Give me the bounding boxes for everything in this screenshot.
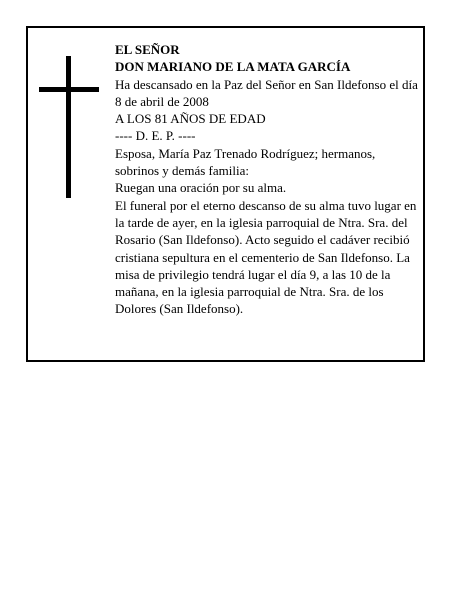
cross-horizontal-bar bbox=[39, 87, 99, 92]
cross-vertical-bar bbox=[66, 56, 71, 198]
rip-line: ---- D. E. P. ---- bbox=[115, 128, 196, 144]
obituary-notice bbox=[26, 26, 425, 362]
honorific-title: EL SEÑOR bbox=[115, 42, 180, 57]
age-at-death: A LOS 81 AÑOS DE EDAD bbox=[115, 111, 266, 127]
prayer-request: Ruegan una oración por su alma. bbox=[115, 180, 287, 196]
deceased-name: DON MARIANO DE LA MATA GARCÍA bbox=[115, 59, 351, 75]
obituary-text bbox=[115, 41, 420, 318]
funeral-details: El funeral por el eterno descanso de su alma tuvo lugar en la tarde de ayer, en la iglesia parroquial de Ntra. Sra. del Rosario (San Ildefonso). Acto seguido el cadáver recibió cristiana sepultura en el cementerio de San Ildefonso. La misa de privilegio tendrá lugar el día 9, a las 10 de la mañana, en la iglesia parroquial de Ntra. Sra. de los Dolores (San Ildefonso). bbox=[115, 197, 417, 317]
latin-cross-icon bbox=[39, 56, 99, 198]
death-statement: Ha descansado en la Paz del Señor en San Ildefonso el día 8 de abril de 2008 bbox=[115, 76, 418, 109]
family-members: Esposa, María Paz Trenado Rodríguez; hermanos, sobrinos y demás familia: bbox=[115, 145, 376, 179]
